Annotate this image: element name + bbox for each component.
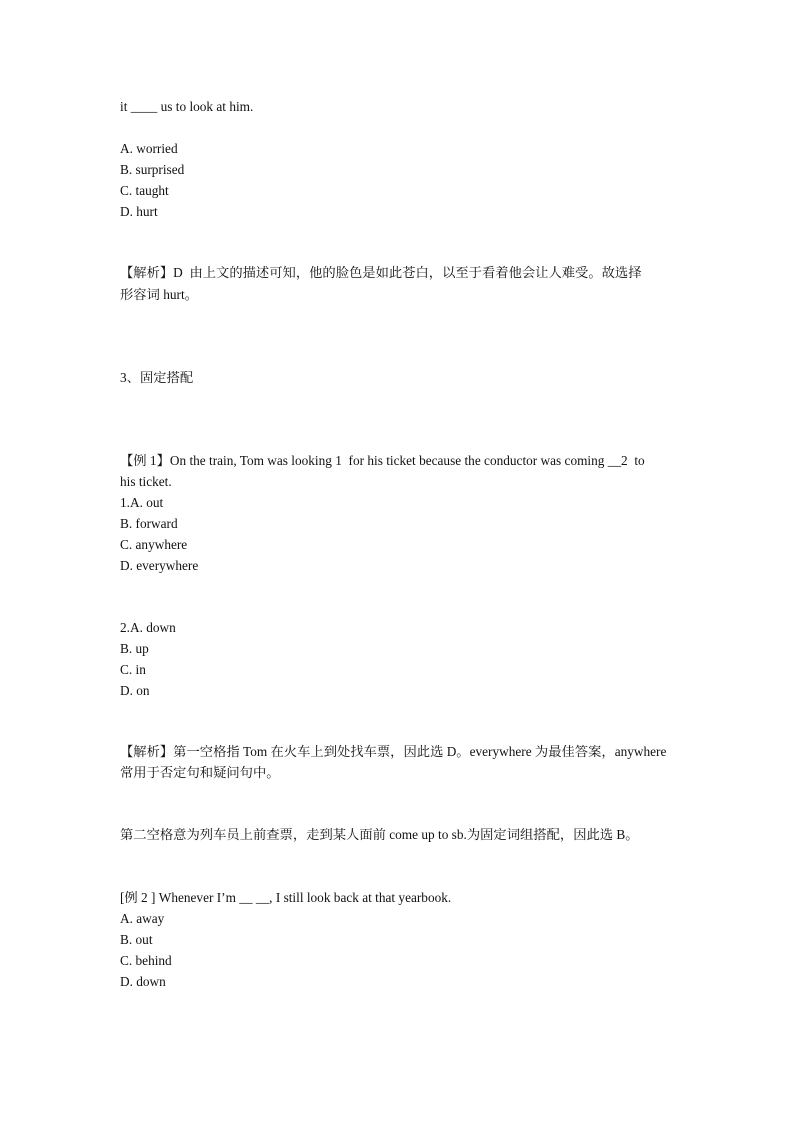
option-c: C. anywhere [120, 537, 188, 552]
option-b: B. surprised [120, 162, 185, 177]
question-stem: it ____ us to look at him. [120, 99, 254, 114]
section-heading: 3、固定搭配 [120, 370, 194, 385]
option-b: B. up [120, 641, 149, 656]
analysis-line: 常用于否定句和疑问句中。 [120, 765, 280, 780]
option-d: D. hurt [120, 204, 158, 219]
option-d: D. down [120, 974, 166, 989]
option-c: C. in [120, 662, 146, 677]
analysis-line: 形容词 hurt。 [120, 287, 198, 302]
option-a: A. away [120, 911, 165, 926]
example-stem: his ticket. [120, 474, 172, 489]
option-d: D. on [120, 683, 150, 698]
option-c: C. taught [120, 183, 169, 198]
analysis-line: 【解析】第一空格指 Tom 在火车上到处找车票，因此选 D。everywhere 为最佳答案，anywhere [120, 744, 667, 759]
option-a: 2.A. down [120, 620, 176, 635]
example-stem: 【例 1】On the train, Tom was looking 1 for his ticket because the conductor was coming __2 to [120, 453, 645, 468]
example-stem: [例 2 ] Whenever I’m __ __, I still look back at that yearbook. [120, 890, 452, 905]
option-c: C. behind [120, 953, 172, 968]
analysis-line: 第二空格意为列车员上前查票，走到某人面前 come up to sb.为固定词组搭配，因此选 B。 [120, 827, 639, 842]
option-d: D. everywhere [120, 558, 199, 573]
option-b: B. forward [120, 516, 178, 531]
option-a: A. worried [120, 141, 178, 156]
analysis-line: 【解析】D 由上文的描述可知，他的脸色是如此苍白，以至于看着他会让人难受。故选择 [120, 265, 642, 280]
option-a: 1.A. out [120, 495, 164, 510]
option-b: B. out [120, 932, 153, 947]
